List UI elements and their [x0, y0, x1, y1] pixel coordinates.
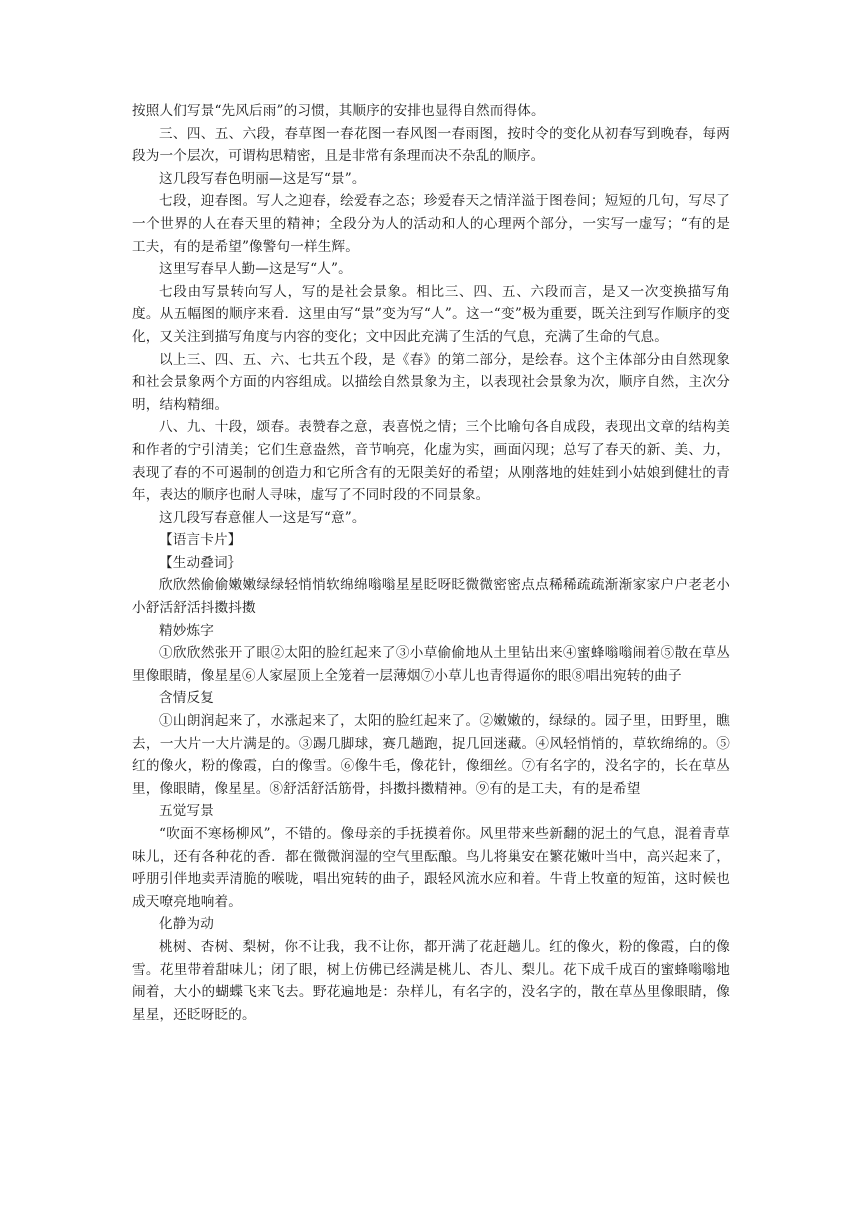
paragraph: 按照人们写景“先风后雨”的习惯，其顺序的安排也显得自然而得体。	[132, 103, 545, 119]
section-heading: 化静为动	[159, 916, 214, 933]
paragraph: 桃树、杏树、梨树，你不让我，我不让你，都开满了花赶趟儿。红的像火，粉的像霞，白的像雪。花里带着甜味儿；闭了眼，树上仿佛已经满是桃儿、杏儿、梨儿。花下成千成百的蜜蜂嗡嗡地闹着，大小的蝴蝶飞来飞去。野花遍地是：杂样儿，有名字的，没名字的，散在草丛里像眼睛，像星星，还眨呀眨的。	[132, 938, 730, 1023]
paragraph: 这几段写春色明丽—这是写“景”。	[159, 170, 366, 187]
section-heading: 【生动叠词｝	[159, 554, 242, 571]
paragraph: “吹面不寒杨柳风”，不错的。像母亲的手抚摸着你。风里带来些新翻的泥土的气息，混着青草味儿，还有各种花的香．都在微微润湿的空气里酝酿。鸟儿将巢安在繁花嫩叶当中，高兴起来了，呼朋引伴地卖弄清脆的喉咙，唱出宛转的曲子，跟轻风流水应和着。牛背上牧童的短笛，这时候也成天嘹亮地响着。	[132, 826, 730, 910]
paragraph: 八、九、十段，颂春。表赞春之意，表喜悦之情；三个比喻句各自成段，表现出文章的结构美和作者的宁引清美；它们生意盎然，音节响亮，化虚为实，画面闪现；总写了春天的新、美、力，表现了春的不可遏制的创造力和它所含有的无限美好的希望；从刚落地的娃娃到小姑娘到健壮的青年，表达的顺序也耐人寻味，虚写了不同时段的不同景象。	[132, 419, 730, 504]
paragraph: ①山朗润起来了，水涨起来了，太阳的脸红起来了。②嫩嫩的，绿绿的。园子里，田野里，瞧去，一大片一大片满是的。③踢几脚球，赛几趟跑，捉几回迷藏。④风轻悄悄的，草软绵绵的。⑤红的像火，粉的像霞，白的像雪。⑥像牛毛，像花针，像细丝。⑦有名字的，没名字的，长在草丛里，像眼睛，像星星。⑧舒活舒活筋骨，抖擞抖擞精神。⑨有的是工夫，有的是希望	[132, 713, 730, 797]
section-heading: 含情反复	[159, 690, 214, 707]
paragraph: ①欣欣然张开了眼②太阳的脸红起来了③小草偷偷地从土里钻出来④蜜蜂嗡嗡闹着⑤散在草丛里像眼睛，像星星⑥人家屋顶上全笼着一层薄烟⑦小草儿也青得逼你的眼⑧唱出宛转的曲子	[132, 645, 730, 684]
paragraph: 这几段写春意催人一这是写“意”。	[159, 509, 366, 526]
paragraph: 七段，迎春图。写人之迎春，绘爱春之态；珍爱春天之情洋溢于图卷间；短短的几句，写尽了一个世界的人在春天里的精神；全段分为人的活动和人的心理两个部分，一实写一虚写；“有的是工夫，有的是希望”像警句一样生辉。	[132, 193, 730, 255]
paragraph: 这里写春早人勤—这是写“人”。	[159, 261, 352, 278]
section-heading: 五觉写景	[159, 803, 214, 820]
section-heading: 【语言卡片】	[159, 532, 242, 549]
paragraph: 以上三、四、五、六、七共五个段，是《春》的第二部分，是绘春。这个主体部分由自然现象和社会景象两个方面的内容组成。以描绘自然景象为主，以表现社会景象为次，顺序自然，主次分明，结构精细。	[132, 351, 730, 413]
paragraph: 欣欣然偷偷嫩嫩绿绿轻悄悄软绵绵嗡嗡星星眨呀眨微微密密点点稀稀疏疏渐渐家家户户老老小小舒活舒活抖擞抖擞	[132, 577, 730, 617]
section-heading: 精妙炼字	[159, 622, 214, 639]
paragraph: 七段由写景转向写人，写的是社会景象。相比三、四、五、六段而言，是又一次变换描写角度。从五幅图的顺序来看．这里由写“景”变为写“人”。这一“变”极为重要，既关注到写作顺序的变化，又关注到描写角度与内容的变化；文中因此充满了生活的气息，充满了生命的气息。	[132, 283, 730, 345]
paragraph: 三、四、五、六段，春草图一春花图一春风图一春雨图，按时令的变化从初春写到晚春，每两段为一个层次，可谓构思精密，且是非常有条理而决不杂乱的顺序。	[132, 125, 730, 165]
document-page	[132, 100, 730, 1026]
